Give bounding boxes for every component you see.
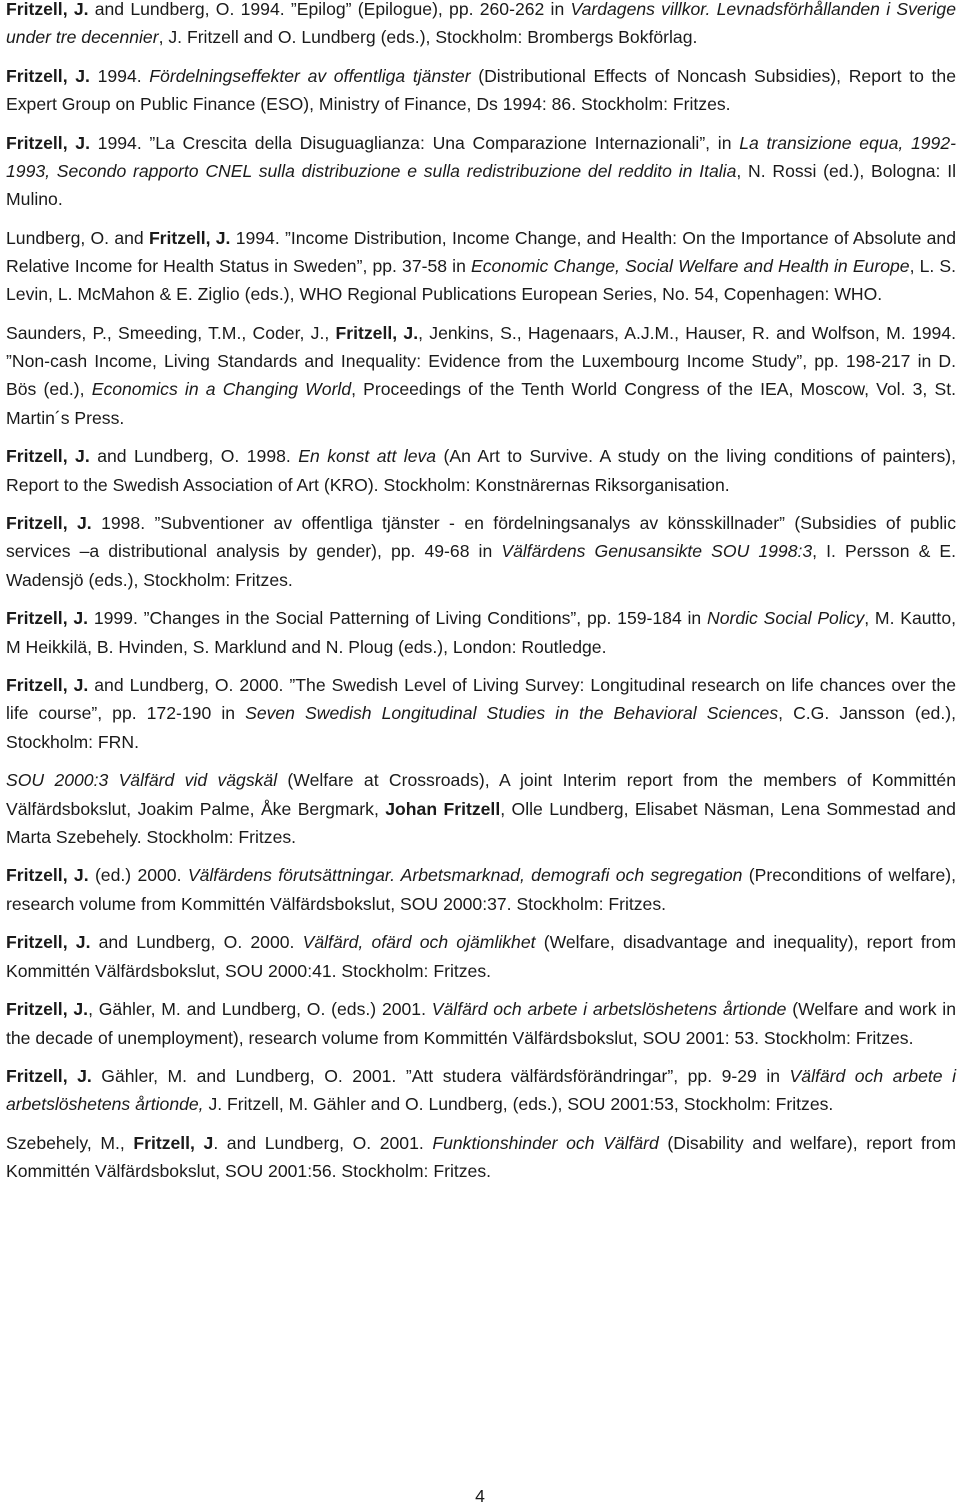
publication-title: Välfärd och arbete i arbetslöshetens årtionde [431, 999, 787, 1020]
reference-entry [6, 1062, 956, 1118]
author-name: Fritzell, J. [6, 1066, 92, 1087]
reference-text: J. Fritzell, M. Gähler and O. Lundberg, (eds.), SOU 2001:53, Stockholm: Fritzes. [203, 1094, 834, 1115]
author-name: Fritzell, J. [6, 675, 89, 696]
reference-text: (An Art to Survive. A study on the living conditions of painters), Report to the Swedish Association of Art (KRO). Stockholm: Konstnärernas Riksorganisation. [6, 446, 956, 495]
publication-title: Fördelningseffekter av offentliga tjänster [149, 65, 471, 86]
reference-text: 1998. ”Subventioner av offentliga tjänster - en fördelningsanalys av könsskillnader” (Subsidies of public services –a distributional analysis by gender), pp. 49-68 in [6, 513, 956, 562]
publication-title: Seven Swedish Longitudinal Studies in the Behavioral Sciences [245, 703, 779, 724]
reference-text: 1994. ”La Crescita della Disuguaglianza: Una Comparazione Internazionali”, in [89, 132, 740, 153]
reference-text: 1994. [89, 65, 150, 86]
author-name: Fritzell, J [133, 1133, 214, 1154]
author-name: Fritzell, J. [6, 932, 91, 953]
reference-text: , C.G. Jansson (ed.), Stockholm: FRN. [6, 703, 956, 752]
publication-title: Nordic Social Policy [707, 608, 865, 629]
page-number: 4 [475, 1486, 485, 1506]
reference-text: (Welfare and work in the decade of unemployment), research volume from Kommittén Välfärdsbokslut, SOU 2001: 53. Stockholm: Fritzes. [6, 999, 956, 1048]
reference-entry [6, 62, 956, 118]
author-name: Fritzell, J. [6, 513, 92, 534]
reference-text: , N. Rossi (ed.), Bologna: Il Mulino. [6, 161, 957, 210]
reference-entry [6, 319, 956, 432]
publication-title: Vardagens villkor. Levnadsförhållanden i Sverige under tre decennier [6, 0, 956, 48]
reference-text: . and Lundberg, O. 2001. [213, 1133, 433, 1154]
publication-title: Välfärdens förutsättningar. Arbetsmarknad, demografi och segregation [187, 865, 743, 886]
reference-entry [6, 0, 956, 51]
reference-list [6, 0, 956, 1196]
reference-text: (Disability and welfare), report from Kommittén Välfärdsbokslut, SOU 2001:56. Stockholm: Fritzes. [6, 1133, 957, 1182]
reference-text: and Lundberg, O. 2000. ”The Swedish Level of Living Survey: Longitudinal research on life chances over the life course”, pp. 172-190 in [6, 675, 956, 724]
author-name: Fritzell, J. [6, 608, 89, 629]
author-name: Fritzell, J. [6, 999, 89, 1020]
reference-text: (Welfare, disadvantage and inequality), report from Kommittén Välfärdsbokslut, SOU 2000:41. Stockholm: Fritzes. [6, 932, 956, 981]
reference-text: (Welfare at Crossroads), A joint Interim report from the members of Kommittén Välfärdsbokslut, Joakim Palme, Åke Bergmark, [6, 770, 956, 819]
author-name: Johan Fritzell [385, 798, 501, 819]
publication-title: Funktionshinder och Välfärd [432, 1133, 659, 1154]
author-name: Fritzell, J. [335, 323, 419, 344]
reference-text: , J. Fritzell and O. Lundberg (eds.), Stockholm: Brombergs Bokförlag. [158, 27, 698, 48]
reference-text: and Lundberg, O. 1998. [89, 446, 299, 467]
reference-entry [6, 671, 956, 756]
author-name: Fritzell, J. [6, 132, 90, 153]
reference-entry [6, 861, 956, 917]
reference-entry [6, 995, 956, 1051]
publication-title: La transizione equa, 1992-1993, Secondo rapporto CNEL sulla distribuzione e sulla redistribuzione del reddito in Italia [6, 132, 956, 182]
reference-text: and Lundberg, O. 1994. ”Epilog” (Epilogue), pp. 260-262 in [88, 0, 571, 19]
reference-text: , Proceedings of the Tenth World Congress of the IEA, Moscow, Vol. 3, St. Martin´s Press. [6, 379, 956, 428]
reference-entry [6, 129, 956, 214]
reference-text: , Olle Lundberg, Elisabet Näsman, Lena Sommestad and Marta Szebehely. Stockholm: Fritzes. [6, 798, 956, 847]
publication-title: Välfärd, ofärd och ojämlikhet [302, 932, 536, 953]
reference-entry [6, 604, 956, 660]
reference-entry [6, 442, 956, 498]
publication-title: Välfärdens Genusansikte SOU 1998:3 [501, 541, 813, 562]
reference-text: , Jenkins, S., Hagenaars, A.J.M., Hauser, R. and Wolfson, M. 1994. ”Non-cash Income, Living Standards and Inequality: Evidence from the Luxembourg Income Study”, pp. 198-217 in D. Bös (ed.), [6, 323, 957, 400]
reference-text: Saunders, P., Smeeding, T.M., Coder, J., [6, 323, 336, 344]
reference-text: , Gähler, M. and Lundberg, O. (eds.) 2001. [88, 999, 432, 1020]
reference-text: and Lundberg, O. 2000. [90, 932, 303, 953]
author-name: Fritzell, J. [6, 865, 89, 886]
reference-text: 1999. ”Changes in the Social Patterning of Living Conditions”, pp. 159-184 in [88, 608, 707, 629]
author-name: Fritzell, J. [6, 446, 90, 467]
publication-title: Välfärd och arbete i arbetslöshetens årtionde, [6, 1066, 956, 1115]
reference-entry [6, 928, 956, 984]
reference-text: (Distributional Effects of Noncash Subsidies), Report to the Expert Group on Public Finance (ESO), Ministry of Finance, Ds 1994: 86. Stockholm: Fritzes. [6, 65, 956, 115]
publication-title: Economic Change, Social Welfare and Health in Europe [471, 256, 910, 277]
reference-entry [6, 1129, 956, 1185]
publication-title: Economics in a Changing World [91, 379, 352, 400]
reference-text: (Preconditions of welfare), research volume from Kommittén Välfärdsbokslut, SOU 2000:37. Stockholm: Fritzes. [6, 865, 957, 914]
reference-text: (ed.) 2000. [88, 865, 188, 886]
reference-text: Lundberg, O. and [6, 227, 149, 248]
reference-entry [6, 766, 956, 851]
reference-text: Szebehely, M., [6, 1133, 134, 1154]
reference-text: , I. Persson & E. Wadensjö (eds.), Stockholm: Fritzes. [6, 541, 957, 590]
reference-text: , M. Kautto, M Heikkilä, B. Hvinden, S. Marklund and N. Ploug (eds.), London: Routledge. [6, 608, 956, 657]
reference-text: , L. S. Levin, L. McMahon & E. Ziglio (eds.), WHO Regional Publications European Series, No. 54, Copenhagen: WHO. [6, 256, 957, 305]
reference-entry [6, 509, 956, 594]
reference-text: Gähler, M. and Lundberg, O. 2001. ”Att studera välfärdsförändringar”, pp. 9-29 in [91, 1066, 790, 1087]
author-name: Fritzell, J. [148, 227, 231, 248]
reference-text: 1994. ”Income Distribution, Income Change, and Health: On the Importance of Absolute and Relative Income for Health Status in Sweden”, pp. 37-58 in [6, 227, 956, 277]
publication-title: SOU 2000:3 Välfärd vid vägskäl [6, 770, 278, 791]
author-name: Fritzell, J. [6, 65, 90, 86]
reference-entry [6, 224, 956, 309]
publication-title: En konst att leva [298, 446, 437, 467]
author-name: Fritzell, J. [6, 0, 89, 19]
